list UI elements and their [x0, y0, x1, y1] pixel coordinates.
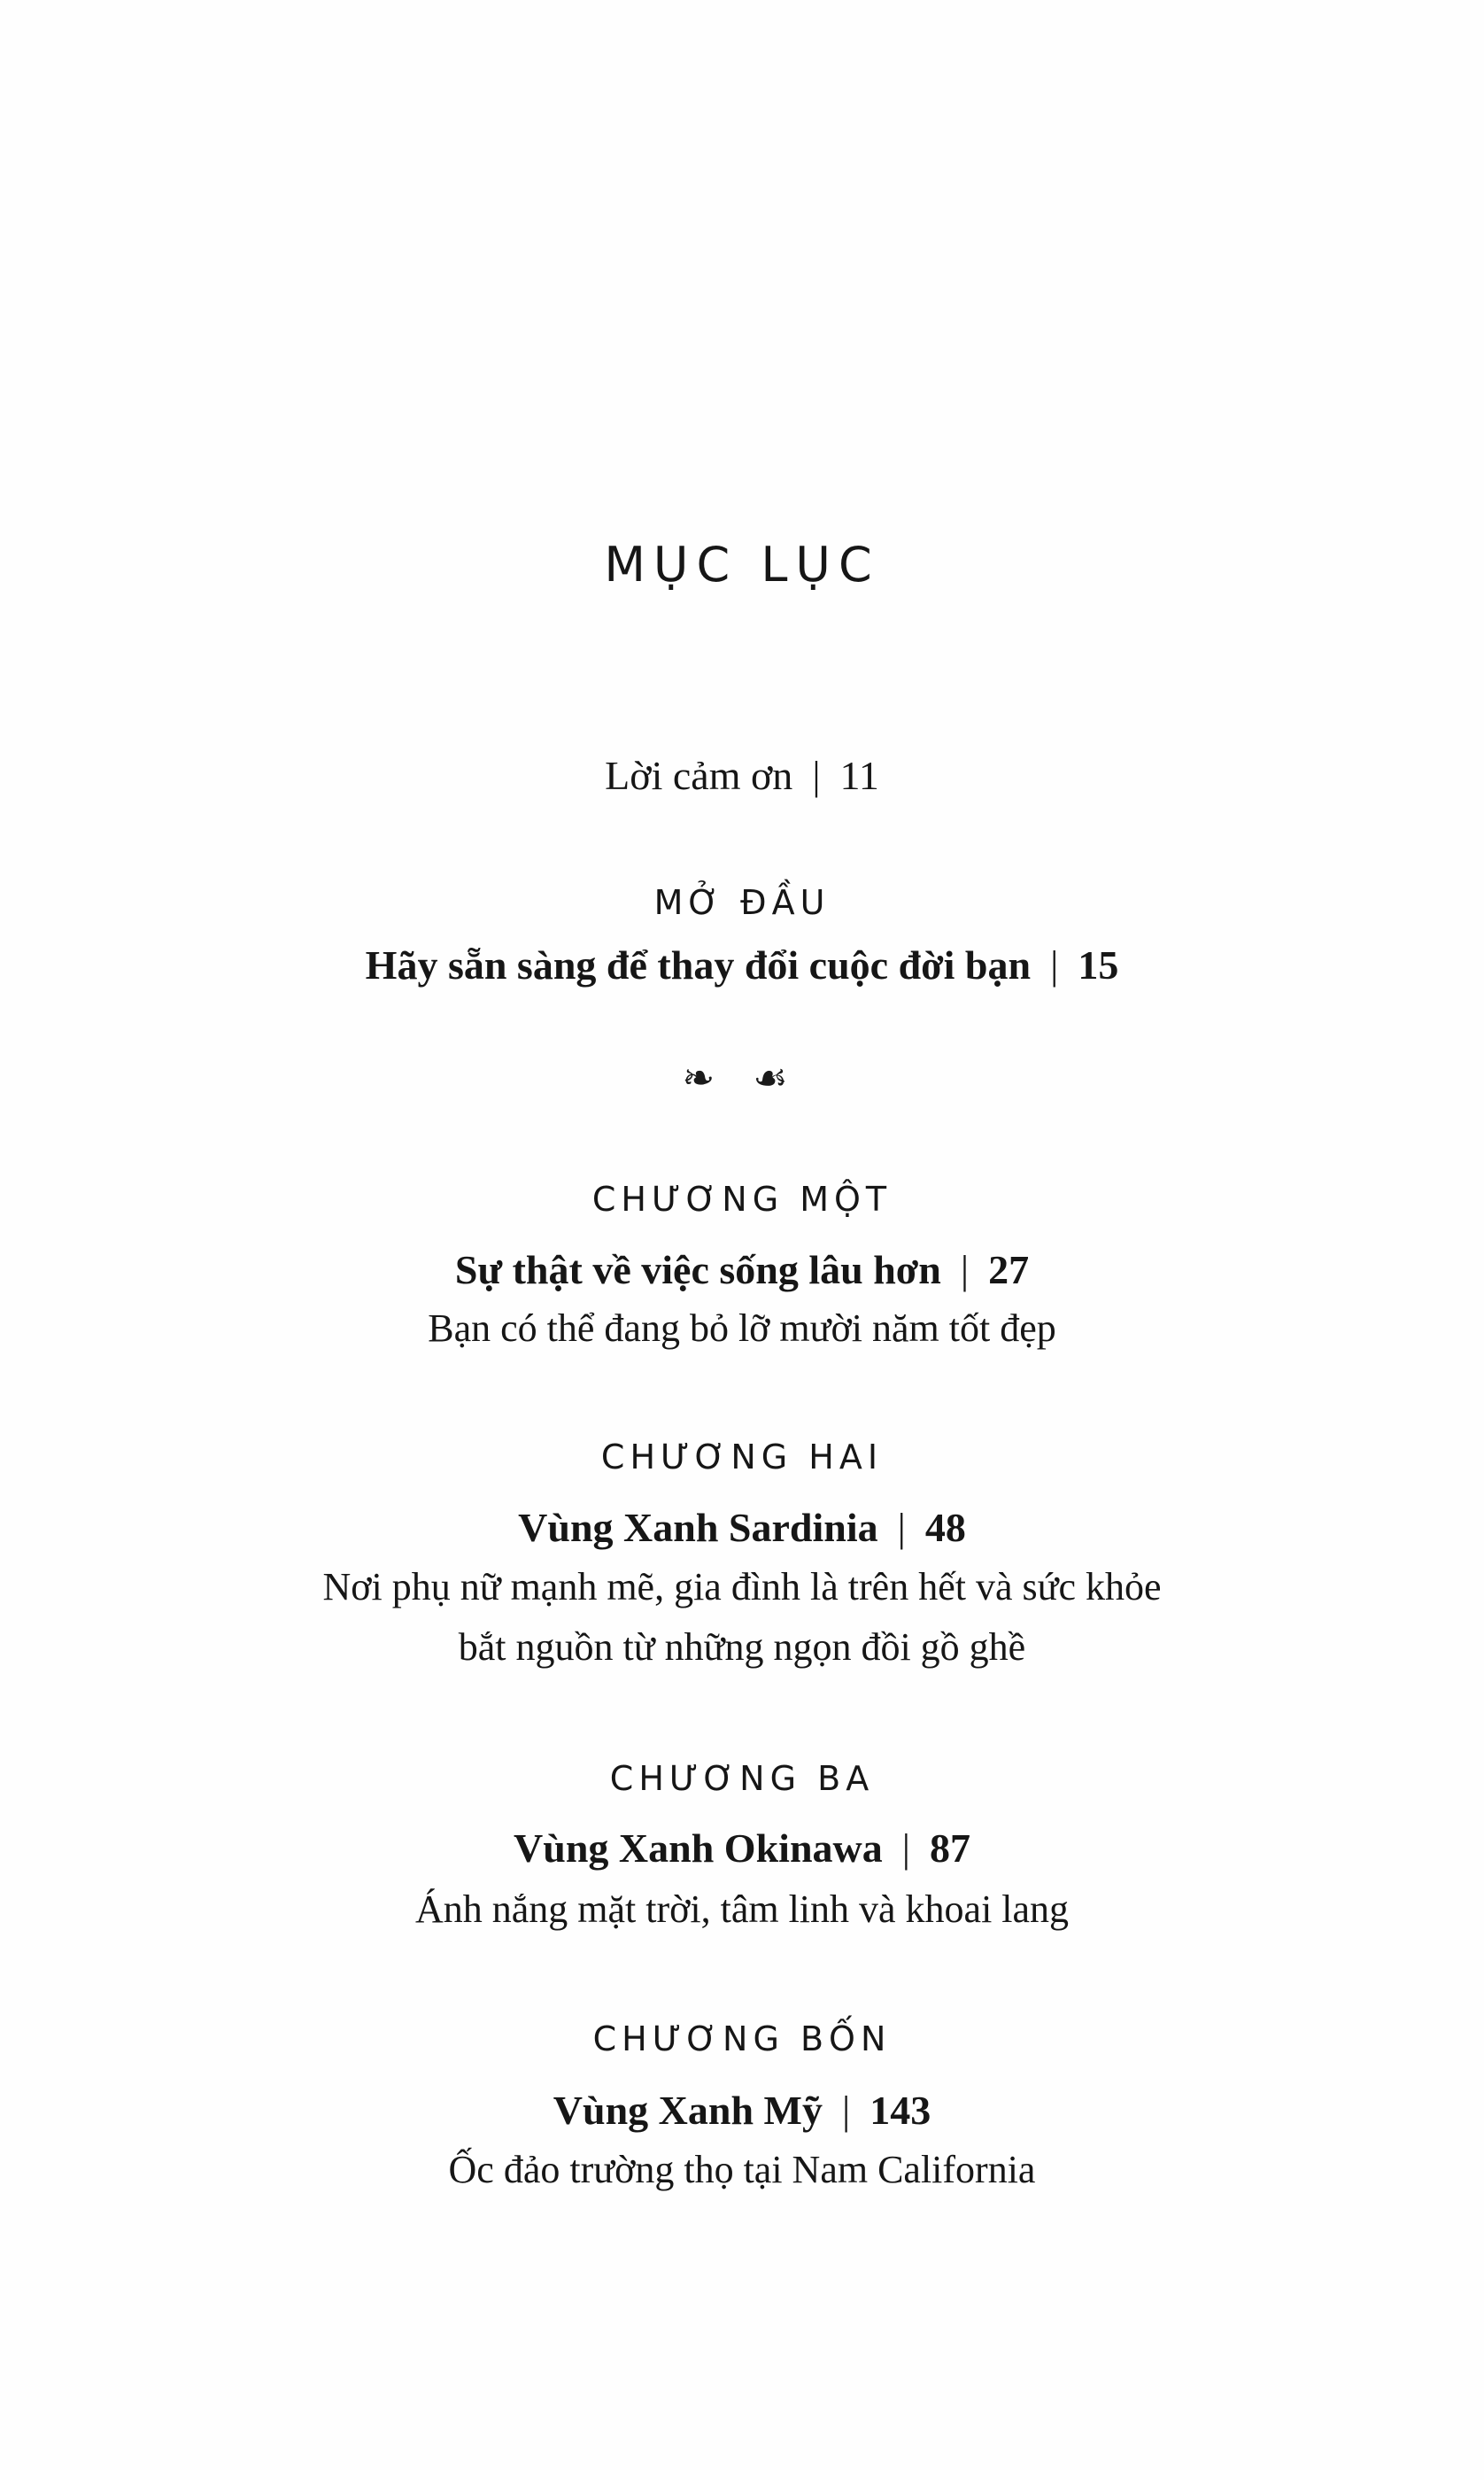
chapter-subtitle-2-line-1: Nơi phụ nữ mạnh mẽ, gia đình là trên hết và sức khỏe — [322, 1565, 1162, 1608]
separator-bar: | — [841, 2088, 851, 2133]
entry-page-number: 87 — [929, 1825, 970, 1871]
entry-page-number: 15 — [1078, 942, 1119, 988]
chapter-subtitle-3: Ánh nắng mặt trời, tâm linh và khoai lang — [414, 1887, 1070, 1931]
toc-entry-acknowledgements[interactable] — [0, 749, 1484, 802]
chapter-subtitle-4: Ốc đảo trường thọ tại Nam California — [448, 2148, 1036, 2191]
separator-bar: | — [897, 1505, 906, 1550]
chapter-label-3: CHƯƠNG BA — [609, 1759, 875, 1798]
entry-page-number: 48 — [924, 1505, 966, 1550]
section-label-intro: MỞ ĐẦU — [653, 883, 831, 922]
entry-title: Sự thật về việc sống lâu hơn — [454, 1247, 941, 1292]
fleuron-ornament-icon: ❧ ☙ — [682, 1057, 802, 1100]
chapter-label-4: CHƯƠNG BỐN — [592, 2019, 892, 2058]
chapter-label-2: CHƯƠNG HAI — [600, 1438, 884, 1476]
entry-title: Lời cảm ơn — [605, 753, 793, 798]
entry-title: Vùng Xanh Okinawa — [514, 1825, 883, 1871]
entry-page-number: 11 — [839, 753, 879, 798]
separator-bar: | — [1050, 942, 1059, 988]
separator-bar: | — [812, 753, 821, 798]
entry-title: Vùng Xanh Sardinia — [518, 1505, 878, 1550]
toc-entry-intro[interactable] — [0, 939, 1484, 992]
toc-entry-chapter-4[interactable] — [0, 2084, 1484, 2137]
toc-entry-chapter-2[interactable] — [0, 1501, 1484, 1554]
entry-title: Vùng Xanh Mỹ — [553, 2088, 823, 2133]
entry-page-number: 27 — [988, 1247, 1030, 1292]
separator-bar: | — [901, 1825, 910, 1871]
chapter-subtitle-1: Bạn có thể đang bỏ lỡ mười năm tốt đẹp — [428, 1306, 1056, 1350]
separator-bar: | — [960, 1247, 970, 1292]
page-title: MỤC LỤC — [604, 537, 880, 593]
entry-page-number: 143 — [870, 2088, 931, 2133]
chapter-label-1: CHƯƠNG MỘT — [591, 1180, 893, 1219]
chapter-subtitle-2-line-2: bắt nguồn từ những ngọn đồi gồ ghề — [458, 1625, 1026, 1669]
entry-title: Hãy sẵn sàng để thay đổi cuộc đời bạn — [365, 942, 1032, 988]
toc-entry-chapter-1[interactable] — [0, 1244, 1484, 1297]
toc-entry-chapter-3[interactable] — [0, 1822, 1484, 1875]
